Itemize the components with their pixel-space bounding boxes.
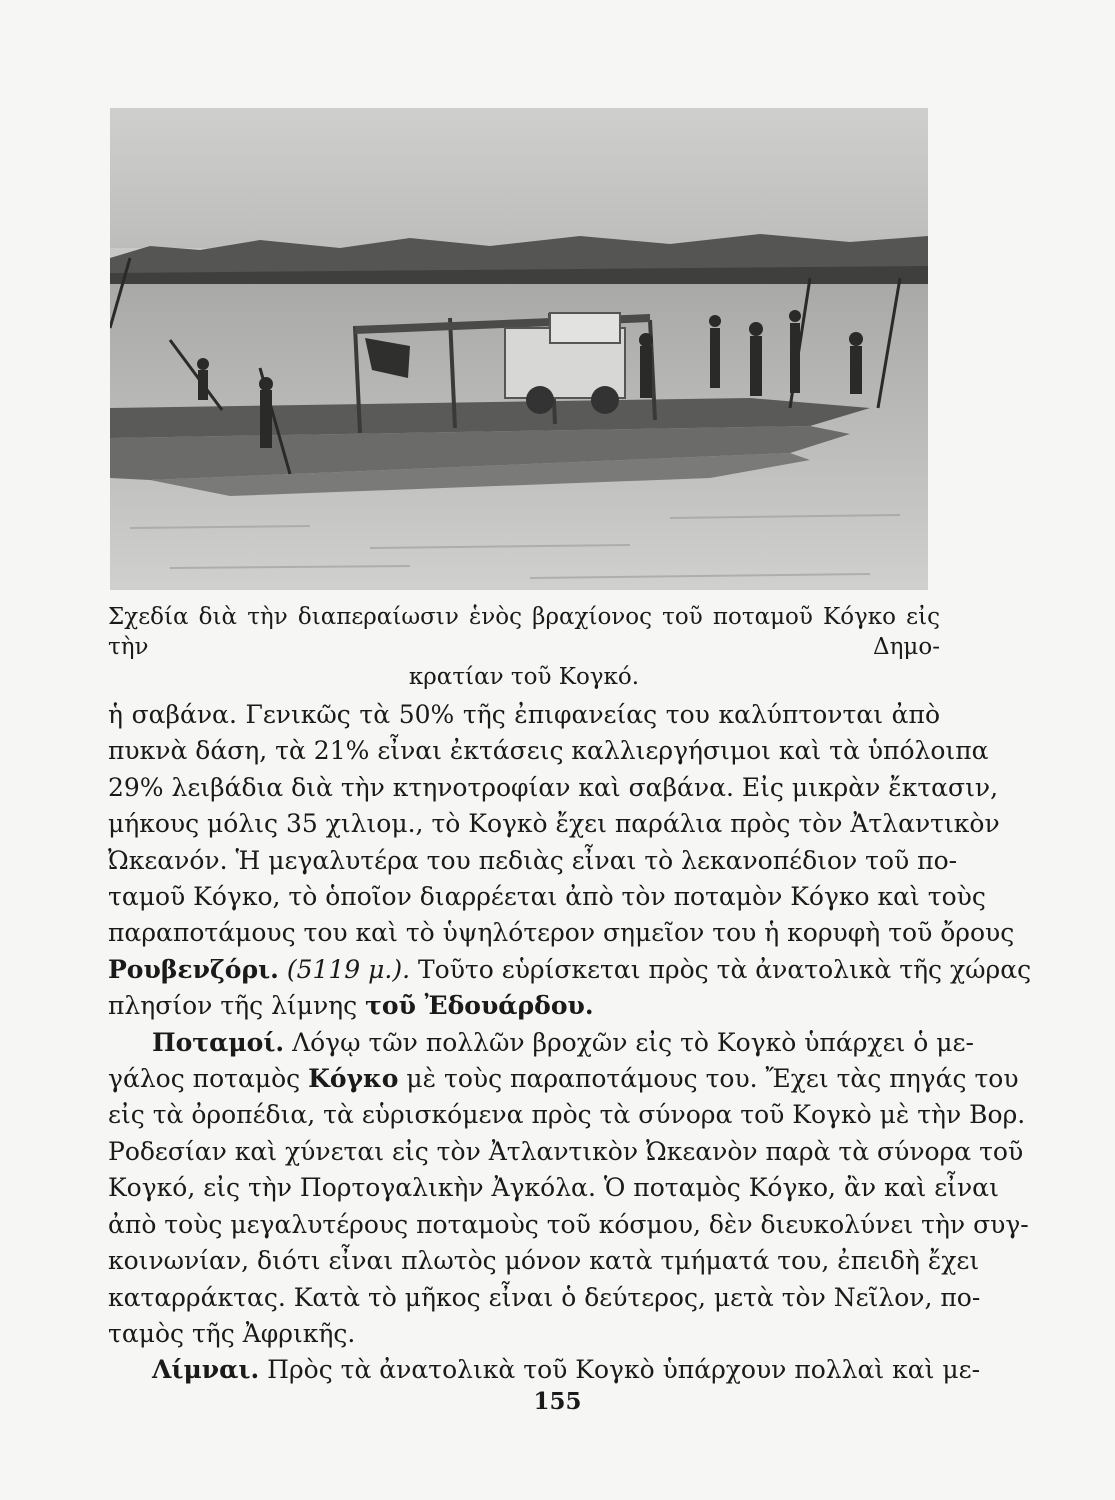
- text-line: καταρράκτας. Κατὰ τὸ μῆκος εἶναι ὁ δεύτερος, μετὰ τὸν Νεῖλον, πο-: [108, 1282, 981, 1312]
- text-line: 29% λειβάδια διὰ τὴν κτηνοτροφίαν καὶ σαβάνα. Εἰς μικρὰν ἔκτασιν,: [108, 772, 999, 802]
- river-ferry-photo: [110, 108, 928, 590]
- text-line: [108, 988, 940, 1024]
- page-number: 155: [533, 1388, 582, 1415]
- text-line: ἡ σαβάνα. Γενικῶς τὰ 50% τῆς ἐπιφανείας του καλύπτονται ἀπὸ: [108, 700, 940, 729]
- text-line: πυκνὰ δάση, τὰ 21% εἶναι ἐκτάσεις καλλιεργήσιμοι καὶ τὰ ὑπόλοιπα: [108, 736, 989, 766]
- caption-line-2: κρατίαν τοῦ Κογκό.: [408, 664, 640, 690]
- text-span: μὲ τοὺς παραποτάμους του. Ἔχει τὰς πηγάς του: [406, 1064, 1019, 1094]
- bold-term: τοῦ Ἐδουάρδου.: [365, 991, 594, 1021]
- text-line: παραποτάμους του καὶ τὸ ὑψηλότερον σημεῖον του ἡ κορυφὴ τοῦ ὄρους: [108, 918, 1015, 948]
- italic-elevation: (5119 μ.).: [286, 954, 411, 984]
- body-text: [108, 697, 1032, 1389]
- text-line: ταμοῦ Κόγκο, τὸ ὁποῖον διαρρέεται ἀπὸ τὸν ποταμὸν Κόγκο καὶ τοὺς: [108, 882, 986, 912]
- section-heading-lakes: Λίμναι.: [152, 1355, 260, 1385]
- text-line: [108, 1061, 1019, 1097]
- text-line: εἰς τὰ ὀροπέδια, τὰ εὑρισκόμενα πρὸς τὰ σύνορα τοῦ Κογκὸ μὲ τὴν Βορ.: [108, 1100, 1026, 1130]
- text-line: ἀπὸ τοὺς μεγαλυτέρους ποταμοὺς τοῦ κόσμου, δὲν διευκολύνει τὴν συγ-: [108, 1209, 1029, 1239]
- figure-caption: [108, 602, 940, 692]
- text-line: Ὠκεανόν. Ἡ μεγαλυτέρα του πεδιὰς εἶναι τὸ λεκανοπέδιον τοῦ πο-: [108, 845, 958, 875]
- bold-term: Κόγκο: [308, 1064, 399, 1094]
- text-span: Τοῦτο εὑρίσκεται πρὸς τὰ ἀνατολικὰ τῆς χώρας: [418, 954, 1032, 984]
- text-span: Λόγῳ τῶν πολλῶν βροχῶν εἰς τὸ Κογκὸ ὑπάρχει ὁ με-: [292, 1027, 974, 1057]
- text-span: γάλος ποταμὸς: [108, 1064, 301, 1094]
- text-line: κοινωνίαν, διότι εἶναι πλωτὸς μόνον κατὰ τμήματά του, ἐπειδὴ ἔχει: [108, 1246, 980, 1276]
- text-line: μήκους μόλις 35 χιλιομ., τὸ Κογκὸ ἔχει παράλια πρὸς τὸν Ἀτλαντικὸν: [108, 809, 1000, 839]
- text-line: Ροδεσίαν καὶ χύνεται εἰς τὸν Ἀτλαντικὸν Ὠκεανὸν παρὰ τὰ σύνορα τοῦ: [108, 1136, 1024, 1166]
- text-line: [108, 1352, 981, 1388]
- text-line: [108, 952, 1032, 988]
- text-span: Πρὸς τὰ ἀνατολικὰ τοῦ Κογκὸ ὑπάρχουν πολλαὶ καὶ με-: [267, 1355, 981, 1385]
- bold-term: Ρουβενζόρι.: [108, 954, 279, 984]
- text-line: ταμὸς τῆς Ἀφρικῆς.: [108, 1318, 356, 1348]
- text-line: Κογκό, εἰς τὴν Πορτογαλικὴν Ἀγκόλα. Ὁ ποταμὸς Κόγκο, ἂν καὶ εἶναι: [108, 1173, 999, 1203]
- caption-line-1: Σχεδία διὰ τὴν διαπεραίωσιν ἑνὸς βραχίονος τοῦ ποταμοῦ Κόγκο εἰς τὴν Δημο-: [108, 604, 940, 660]
- text-span: πλησίον τῆς λίμνης: [108, 991, 358, 1021]
- text-line: [108, 1025, 974, 1061]
- section-heading-rivers: Ποταμοί.: [152, 1027, 285, 1057]
- photo-illustration: [110, 108, 928, 590]
